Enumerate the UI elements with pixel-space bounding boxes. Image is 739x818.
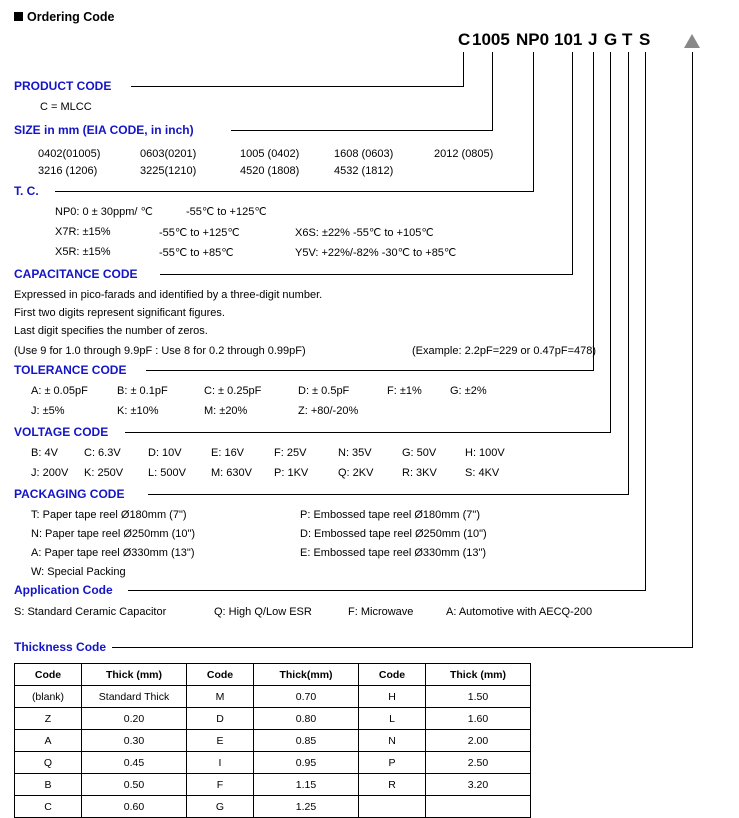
table-row (15, 708, 531, 730)
packaging-right-2: E: Embossed tape reel Ø330mm (13") (300, 547, 487, 559)
leader-line-product-horizontal (131, 86, 464, 87)
packaging-right-0: P: Embossed tape reel Ø180mm (7") (300, 509, 480, 521)
application-item-1: Q: High Q/Low ESR (214, 606, 312, 618)
voltage-row2-item3: M: 630V (211, 467, 252, 479)
cell-code-3: L (359, 708, 426, 730)
table-header-code-2: Code (187, 664, 254, 686)
packaging-left-1: N: Paper tape reel Ø250mm (10") (31, 528, 196, 540)
tc-row1-col1: -55℃ to +125℃ (159, 227, 240, 239)
page-title-text: Ordering Code (27, 10, 115, 24)
leader-line-capacitance-horizontal (160, 274, 573, 275)
tolerance-row1-item2: C: ± 0.25pF (204, 385, 262, 397)
table-header-thick-1: Thick (mm) (82, 664, 187, 686)
cell-thick-1: 0.50 (82, 774, 187, 796)
code-segment-tc: NP0 (516, 30, 550, 49)
cell-thick-3: 3.20 (426, 774, 531, 796)
tc-row2-col2: Y5V: +22%/-82% -30℃ to +85℃ (295, 247, 457, 259)
capacitance-note-left: (Use 9 for 1.0 through 9.9pF : Use 8 for 0.2 through 0.99pF) (14, 345, 306, 357)
cell-thick-2: 0.85 (254, 730, 359, 752)
leader-line-thickness-horizontal (112, 647, 693, 648)
cell-code-1: A (15, 730, 82, 752)
table-header-row (15, 664, 531, 686)
cell-code-3 (359, 796, 426, 818)
cell-thick-3 (426, 796, 531, 818)
voltage-row1-item1: C: 6.3V (84, 447, 121, 459)
voltage-row1-item7: H: 100V (465, 447, 505, 459)
cell-code-1: Q (15, 752, 82, 774)
cell-thick-2: 0.80 (254, 708, 359, 730)
cell-code-3: P (359, 752, 426, 774)
cell-code-1: Z (15, 708, 82, 730)
code-segment-application: S (639, 30, 651, 49)
cell-thick-1: 0.20 (82, 708, 187, 730)
leader-line-product-vertical (463, 52, 464, 86)
tolerance-row2-item3: Z: +80/-20% (298, 405, 359, 417)
application-item-0: S: Standard Ceramic Capacitor (14, 606, 167, 618)
section-heading-voltage: VOLTAGE CODE (14, 425, 109, 439)
table-header-thick-2: Thick(mm) (254, 664, 359, 686)
tolerance-row1-item3: D: ± 0.5pF (298, 385, 350, 397)
table-header-code-1: Code (15, 664, 82, 686)
leader-line-tolerance-horizontal (146, 370, 594, 371)
code-segment-tolerance: J (588, 30, 598, 49)
leader-line-size-horizontal (231, 130, 493, 131)
voltage-row1-item3: E: 16V (211, 447, 245, 459)
cell-thick-1: 0.60 (82, 796, 187, 818)
voltage-row2-item2: L: 500V (148, 467, 186, 479)
section-heading-capacitance: CAPACITANCE CODE (14, 267, 138, 281)
section-heading-tolerance: TOLERANCE CODE (14, 363, 127, 377)
section-heading-tc: T. C. (14, 184, 39, 198)
tolerance-row1-item5: G: ±2% (450, 385, 487, 397)
cell-thick-2: 0.95 (254, 752, 359, 774)
voltage-row2-item5: Q: 2KV (338, 467, 374, 479)
voltage-row2-item1: K: 250V (84, 467, 124, 479)
voltage-row2-item7: S: 4KV (465, 467, 500, 479)
code-segment-voltage: G (604, 30, 618, 49)
leader-line-tolerance-vertical (593, 52, 594, 370)
code-segment-size: 1005 (472, 30, 510, 49)
tc-row2-col0: X5R: ±15% (55, 246, 111, 258)
cell-code-1: B (15, 774, 82, 796)
tc-row2-col1: -55℃ to +85℃ (159, 247, 234, 259)
table-row (15, 730, 531, 752)
cell-thick-1: 0.45 (82, 752, 187, 774)
code-segment-packaging: T (622, 30, 633, 49)
cell-thick-3: 1.50 (426, 686, 531, 708)
cell-thick-1: Standard Thick (82, 686, 187, 708)
size-row1-item4: 2012 (0805) (434, 148, 494, 160)
product-code-line: C = MLCC (40, 101, 92, 113)
size-row2-item0: 3216 (1206) (38, 165, 98, 177)
leader-line-application-vertical (645, 52, 646, 590)
leader-line-tc-horizontal (55, 191, 534, 192)
packaging-left-3: W: Special Packing (31, 566, 126, 578)
voltage-row2-item6: R: 3KV (402, 467, 437, 479)
section-heading-packaging: PACKAGING CODE (14, 487, 125, 501)
code-segment-capacitance: 101 (554, 30, 583, 49)
voltage-row1-item6: G: 50V (402, 447, 437, 459)
voltage-row2-item0: J: 200V (31, 467, 69, 479)
capacitance-line0: Expressed in pico-farads and identified by a three-digit number. (14, 289, 323, 301)
size-row2-item1: 3225(1210) (140, 165, 197, 177)
bullet-square-icon (14, 12, 23, 21)
size-row1-item2: 1005 (0402) (240, 148, 300, 160)
voltage-row1-item0: B: 4V (31, 447, 58, 459)
cell-code-3: H (359, 686, 426, 708)
voltage-row2-item4: P: 1KV (274, 467, 309, 479)
table-row (15, 686, 531, 708)
leader-line-voltage-horizontal (125, 432, 611, 433)
size-row1-item3: 1608 (0603) (334, 148, 394, 160)
table-row (15, 752, 531, 774)
tolerance-row2-item2: M: ±20% (204, 405, 248, 417)
table-header-code-3: Code (359, 664, 426, 686)
cell-code-1: C (15, 796, 82, 818)
packaging-left-2: A: Paper tape reel Ø330mm (13") (31, 547, 195, 559)
section-heading-size: SIZE in mm (EIA CODE, in inch) (14, 123, 194, 137)
tc-row0-col1: -55℃ to +125℃ (186, 206, 267, 218)
section-heading-application: Application Code (14, 583, 113, 597)
cell-code-3: R (359, 774, 426, 796)
size-row1-item1: 0603(0201) (140, 148, 197, 160)
tc-row1-col0: X7R: ±15% (55, 226, 111, 238)
cell-code-2: E (187, 730, 254, 752)
tolerance-row1-item1: B: ± 0.1pF (117, 385, 168, 397)
cell-code-2: M (187, 686, 254, 708)
packaging-left-0: T: Paper tape reel Ø180mm (7") (31, 509, 187, 521)
cell-code-2: G (187, 796, 254, 818)
section-heading-thickness: Thickness Code (14, 640, 107, 654)
size-row2-item3: 4532 (1812) (334, 165, 394, 177)
cell-thick-2: 0.70 (254, 686, 359, 708)
packaging-right-1: D: Embossed tape reel Ø250mm (10") (300, 528, 487, 540)
tolerance-row2-item0: J: ±5% (31, 405, 65, 417)
table-row (15, 774, 531, 796)
cell-thick-2: 1.15 (254, 774, 359, 796)
capacitance-line1: First two digits represent significant figures. (14, 307, 225, 319)
cell-thick-3: 2.00 (426, 730, 531, 752)
size-row2-item2: 4520 (1808) (240, 165, 300, 177)
cell-code-2: I (187, 752, 254, 774)
leader-line-thickness-vertical (692, 52, 693, 647)
leader-line-packaging-horizontal (148, 494, 629, 495)
cell-thick-1: 0.30 (82, 730, 187, 752)
cell-thick-3: 1.60 (426, 708, 531, 730)
leader-line-voltage-vertical (610, 52, 611, 432)
leader-line-capacitance-vertical (572, 52, 573, 274)
leader-line-size-vertical (492, 52, 493, 130)
application-item-2: F: Microwave (348, 606, 414, 618)
cell-thick-2: 1.25 (254, 796, 359, 818)
cell-thick-3: 2.50 (426, 752, 531, 774)
code-segment-product: C (458, 30, 471, 49)
table-row (15, 796, 531, 818)
tc-row1-col2: X6S: ±22% -55℃ to +105℃ (295, 227, 434, 239)
leader-line-tc-vertical (533, 52, 534, 191)
voltage-row1-item4: F: 25V (274, 447, 307, 459)
section-heading-product-code: PRODUCT CODE (14, 79, 112, 93)
capacitance-note-right: (Example: 2.2pF=229 or 0.47pF=478) (412, 345, 597, 357)
application-item-3: A: Automotive with AECQ-200 (446, 606, 593, 618)
tolerance-row1-item4: F: ±1% (387, 385, 422, 397)
page-title (14, 10, 115, 24)
tolerance-row2-item1: K: ±10% (117, 405, 159, 417)
cell-code-2: F (187, 774, 254, 796)
tolerance-row1-item0: A: ± 0.05pF (31, 385, 88, 397)
voltage-row1-item2: D: 10V (148, 447, 182, 459)
cell-code-3: N (359, 730, 426, 752)
tc-row0-col0: NP0: 0 ± 30ppm/ ℃ (55, 206, 153, 218)
cell-code-2: D (187, 708, 254, 730)
cell-code-1: (blank) (15, 686, 82, 708)
table-header-thick-3: Thick (mm) (426, 664, 531, 686)
triangle-thickness-marker-icon (684, 34, 700, 48)
size-row1-item0: 0402(01005) (38, 148, 101, 160)
voltage-row1-item5: N: 35V (338, 447, 372, 459)
leader-line-packaging-vertical (628, 52, 629, 494)
thickness-code-table (14, 663, 531, 818)
leader-line-application-horizontal (128, 590, 646, 591)
capacitance-line2: Last digit specifies the number of zeros. (14, 325, 208, 337)
